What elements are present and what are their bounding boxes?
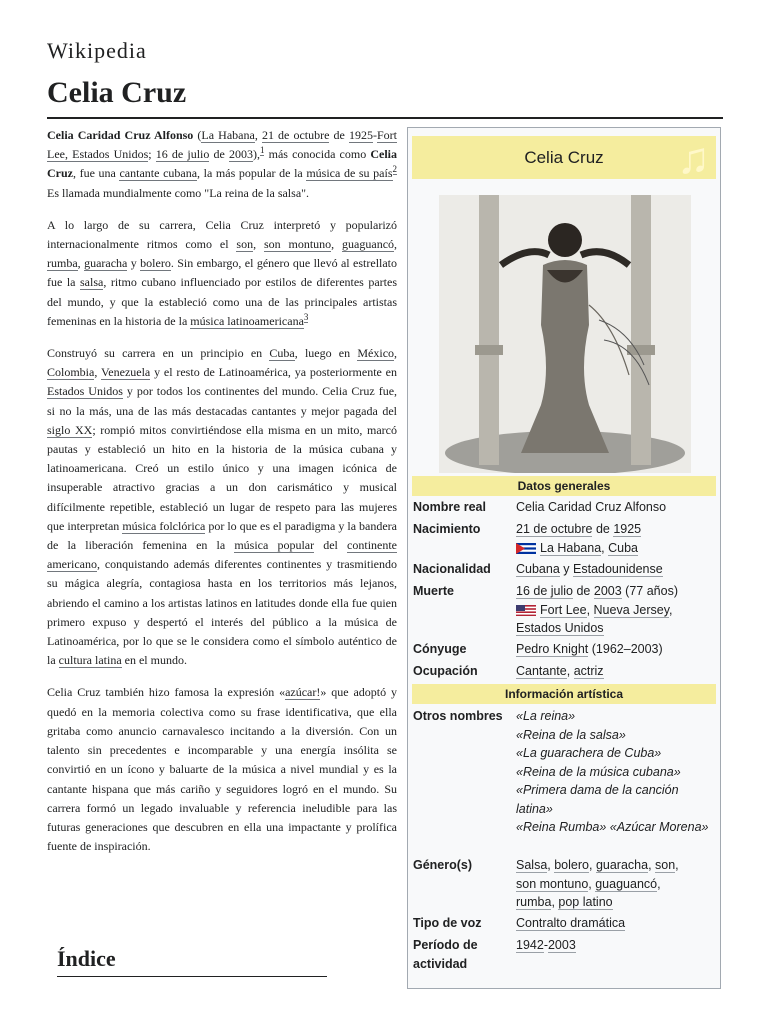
intro-paragraph-3: Construyó su carrera en un principio en Cuba, luego en México, Colombia, Venezuela y el resto de Latinoamérica, ya posteriormente en Estados Unidos y por todos los continentes del mundo. Celia Cruz fue, si no la más, una de las más destacadas cantantes y mejor pagada del siglo XX; rompió mitos convirtiéndose ella misma en un mito, marcó pautas y estableció un hito en la historia de la música cubana y latinoamericana. Creó un estilo único y una imagen icónica de insuperable atractivo gracias a un don carismático y musical difícilmente repetible, estableció un lugar de respeto para las mujeres que interpretan música folclórica por lo que es el paradigma y la bandera de la liberación femenina en la música popular del continente americano, conquistando además diferentes continentes y trasmitiendo su mágica alegría, contagiosa hasta en los territorios más lejanos, abriendo el camino a los artistas latinos en latitudes donde ella fue quien primero expuso y despertó el interés del público a la música de Latinoamérica, por lo que se le considera como el símbolo auténtico de la cultura latina en el mundo. [47, 346, 398, 668]
link-estados-unidos[interactable]: Estados Unidos [47, 384, 123, 399]
link-birth-year[interactable]: 1925 [613, 522, 642, 536]
article-body [47, 126, 397, 869]
row-occupation: Ocupación Cantante, actriz [413, 664, 604, 678]
link-son[interactable]: son [236, 237, 254, 252]
link-1925[interactable]: 1925 [348, 128, 373, 142]
link-fort-lee[interactable]: Fort Lee, Estados Unidos [47, 128, 397, 162]
link-16-julio[interactable]: 16 de julio [155, 147, 210, 162]
link-genre-son[interactable]: son [655, 858, 676, 872]
link-la-habana[interactable]: La Habana [201, 128, 255, 142]
portrait-photo[interactable] [439, 195, 691, 473]
infobox [407, 127, 721, 989]
link-bolero[interactable]: bolero [140, 256, 171, 271]
link-occupation-actress[interactable]: actriz [573, 664, 604, 678]
row-nationality: Nacionalidad Cubana y Estadounidense [413, 562, 663, 576]
link-death-date[interactable]: 16 de julio [516, 584, 573, 598]
row-real-name: Nombre real Celia Caridad Cruz Alfonso [413, 500, 667, 514]
row-death: Muerte 16 de julio de 2003 (77 años) Fort Lee, Nueva Jersey, Estados Unidos [413, 584, 678, 635]
link-salsa[interactable]: salsa [80, 275, 104, 290]
intro-paragraph-1: Celia Caridad Cruz Alfonso (La Habana, 21 de octubre de 1925-Fort Lee, Estados Unidos; 16 de julio de 2003),$^1$ más conocida como Celia Cruz, fue una cantante cubana, la más popular de la música de su país$^2$ Es llamada mundialmente como "La reina de la salsa". [47, 128, 398, 200]
link-birth-country[interactable]: Cuba [608, 540, 639, 555]
intro-paragraph-4: Celia Cruz también hizo famosa la expresión «azúcar!» que adoptó y quedó en la memoria colectiva como su frase identificativa, que ella gritaba como anuncio carnavalesco incitando a la diversión. Con un talento sin precedentes e incomparable y una energía insólita se convirtió en un ícono y baluarte de la música a nivel mundial y es la cantante hispana que más cariño y seguidores logró en el mundo. Su carrera formó un legado invaluable y referencia ineludible para las futuras generaciones que descubren en ella una impactante y prolífica fuente de inspiración. [47, 685, 397, 854]
ref-2[interactable]: 2 [392, 164, 397, 175]
link-musica-latinoamericana[interactable]: música latinoamericana [190, 313, 304, 328]
link-period-end[interactable]: 2003 [547, 938, 576, 952]
title-divider [47, 117, 723, 119]
link-death-year[interactable]: 2003 [593, 584, 622, 598]
link-cantante-cubana[interactable]: cantante cubana [119, 166, 198, 181]
toc-heading: Índice [57, 946, 327, 977]
link-guaguanco[interactable]: guaguancó [342, 237, 395, 252]
wikipedia-wordmark[interactable]: Wikipedia [47, 38, 147, 63]
link-death-state[interactable]: Nueva Jersey [593, 602, 670, 617]
link-birth-city[interactable]: La Habana [540, 540, 602, 555]
link-occupation-singer[interactable]: Cantante [516, 664, 567, 678]
link-rumba[interactable]: rumba [47, 256, 78, 271]
link-musica-folclorica[interactable]: música folclórica [122, 518, 206, 533]
usa-flag-icon [516, 605, 536, 616]
link-spouse[interactable]: Pedro Knight [516, 642, 589, 656]
link-genre-salsa[interactable]: Salsa [516, 858, 548, 872]
link-birth-date[interactable]: 21 de octubre [516, 522, 593, 536]
link-siglo-xx[interactable]: siglo XX [47, 422, 93, 437]
music-note-icon: ♫ [677, 136, 710, 179]
link-genre-pop-latino[interactable]: pop latino [558, 895, 613, 909]
cuba-flag-icon [516, 543, 536, 554]
link-guaracha[interactable]: guaracha [84, 256, 128, 271]
row-birth: Nacimiento 21 de octubre de 1925 La Habana, Cuba [413, 522, 642, 555]
link-continente-americano[interactable]: continente americano [47, 538, 398, 572]
link-nationality-cuban[interactable]: Cubana [516, 562, 560, 576]
link-cuba[interactable]: Cuba [269, 346, 295, 361]
link-2003[interactable]: 2003 [228, 147, 253, 162]
link-venezuela[interactable]: Venezuela [100, 365, 151, 380]
link-death-city[interactable]: Fort Lee [540, 602, 587, 617]
link-genre-bolero[interactable]: bolero [554, 858, 589, 872]
row-nicknames: Otros nombres «La reina» «Reina de la salsa» «La guarachera de Cuba» «Reina de la música cubana» «Primera dama de la canción latina» «Reina Rumba» «Azúcar Morena» [413, 709, 709, 834]
ref-1[interactable]: 1 [259, 145, 265, 156]
link-musica-popular[interactable]: música popular [234, 538, 315, 553]
link-genre-son-montuno[interactable]: son montuno [516, 876, 589, 891]
link-nationality-us[interactable]: Estadounidense [573, 562, 663, 576]
link-death-country[interactable]: Estados Unidos [516, 621, 604, 635]
link-genre-guaguanco[interactable]: guaguancó [595, 876, 658, 891]
page-title: Celia Cruz [47, 76, 187, 109]
infobox-header-artistic: Información artística [412, 684, 716, 704]
intro-paragraph-2: A lo largo de su carrera, Celia Cruz interpretó y popularizó internacionalmente ritmos como el son, son montuno, guaguancó, rumba, guaracha y bolero. Sin embargo, el género que llevó al estrellato fue la salsa, ritmo cubano influenciado por estilos de diferentes partes del mundo, y que la estableció como una de las principales artistas femeninas en la historia de la música latinoamericana$^3$ [47, 217, 398, 328]
infobox-title: Celia Cruz ♫ [412, 136, 716, 179]
link-son-montuno[interactable]: son montuno [263, 237, 332, 252]
row-spouse: Cónyuge Pedro Knight (1962–2003) [413, 642, 663, 656]
link-mexico[interactable]: México [357, 346, 395, 361]
link-cultura-latina[interactable]: cultura latina [58, 653, 122, 668]
row-active-period: Período de actividad 1942-2003 [413, 938, 576, 971]
link-musica-de-su-pais[interactable]: música de su país [306, 166, 393, 181]
link-genre-rumba[interactable]: rumba [516, 895, 552, 909]
infobox-header-general: Datos generales [412, 476, 716, 496]
link-voice-type[interactable]: Contralto dramática [516, 916, 626, 930]
link-genre-guaracha[interactable]: guaracha [595, 858, 649, 872]
row-genres: Género(s) Salsa, bolero, guaracha, son, son montuno, guaguancó, rumba, pop latino [413, 858, 679, 909]
link-21-octubre[interactable]: 21 de octubre [261, 128, 330, 142]
link-colombia[interactable]: Colombia [47, 365, 95, 380]
ref-3[interactable]: 3 [303, 311, 309, 322]
link-azucar[interactable]: azúcar! [285, 685, 321, 700]
row-voice-type: Tipo de voz Contralto dramática [413, 916, 626, 930]
link-period-start[interactable]: 1942 [516, 938, 544, 952]
